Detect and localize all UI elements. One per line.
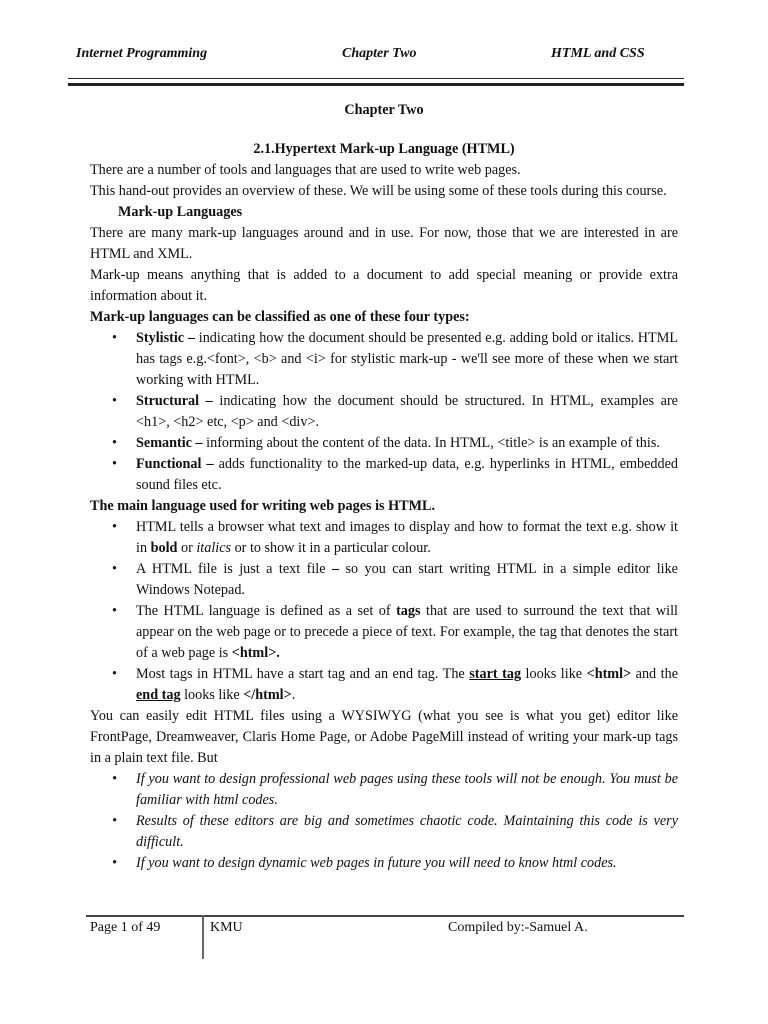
list-item bbox=[90, 517, 678, 559]
term-text: indicating how the document should be structured. In HTML, examples are <h1>, <h2> etc, <p> and <div>. bbox=[136, 393, 678, 430]
list-item bbox=[90, 391, 678, 433]
text: or to show it in a particular colour. bbox=[231, 540, 431, 556]
footer-divider bbox=[202, 915, 204, 959]
header-rule-thin bbox=[68, 78, 684, 79]
text: A HTML file is just a text file bbox=[136, 561, 332, 577]
list-item: • If you want to design dynamic web pages in future you will need to know html codes. bbox=[90, 853, 678, 874]
html-close-tag: </html> bbox=[243, 687, 292, 703]
paragraph-3: There are many mark-up languages around and in use. For now, those that we are interested in are HTML and XML. bbox=[90, 225, 678, 262]
text: looks like bbox=[521, 666, 587, 682]
subheading-markup: Mark-up Languages bbox=[118, 204, 243, 220]
bold-word: bold bbox=[150, 540, 178, 556]
paragraph-1: There are a number of tools and languages that are used to write web pages. bbox=[90, 162, 521, 178]
paragraph-2: This hand-out provides an overview of these. We will be using some of these tools during this course. bbox=[90, 183, 667, 199]
list-item bbox=[90, 433, 678, 454]
html-list bbox=[90, 517, 678, 706]
list-item bbox=[90, 328, 678, 391]
text: looks like bbox=[180, 687, 244, 703]
term-structural: Structural – bbox=[136, 393, 213, 409]
text: and the bbox=[631, 666, 678, 682]
text: so you can start writing HTML in a simple editor like Windows Notepad. bbox=[136, 561, 678, 598]
end-tag-term: end tag bbox=[136, 687, 181, 703]
text: Most tags in HTML have a start tag and an end tag. The bbox=[136, 666, 470, 682]
footer-org: KMU bbox=[210, 920, 243, 935]
bold-tags: tags bbox=[396, 603, 421, 619]
start-tag-term: start tag bbox=[469, 666, 522, 682]
bold-dash: – bbox=[331, 561, 340, 577]
list-item bbox=[90, 559, 678, 601]
text: or bbox=[177, 540, 197, 556]
term-functional: Functional – bbox=[136, 456, 214, 472]
list-item bbox=[90, 454, 678, 496]
types-list bbox=[90, 328, 678, 496]
footer-rule bbox=[86, 915, 684, 917]
document-body bbox=[90, 100, 678, 874]
header-rule-thick bbox=[68, 83, 684, 86]
types-heading: Mark-up languages can be classified as one of these four types: bbox=[90, 309, 470, 325]
term-semantic: Semantic – bbox=[136, 435, 203, 451]
term-text: informing about the content of the data. In HTML, <title> is an example of this. bbox=[202, 435, 660, 451]
paragraph-5: You can easily edit HTML files using a WYSIWYG (what you see is what you get) editor like FrontPage, Dreamweaver, Claris Home Page, or Adobe PageMill instead of writing your mark-up tags in a plain text file. But bbox=[90, 708, 678, 766]
footer-page-number: Page 1 of 49 bbox=[90, 920, 161, 935]
term-stylistic: Stylistic – bbox=[136, 330, 195, 346]
list-item bbox=[90, 601, 678, 664]
chapter-title: Chapter Two bbox=[344, 102, 424, 118]
footer-compiled-by: Compiled by:-Samuel A. bbox=[448, 920, 588, 935]
term-text: indicating how the document should be presented e.g. adding bold or italics. HTML has tags e.g.<font>, <b> and <i> for stylistic mark-up - we'll see more of these when we start working with HTML. bbox=[136, 330, 678, 388]
section-title: 2.1.Hypertext Mark-up Language (HTML) bbox=[253, 141, 515, 157]
list-item bbox=[90, 664, 678, 706]
list-item: • If you want to design professional web pages using these tools will not be enough. You must be familiar with html codes. bbox=[90, 769, 678, 811]
html-open-tag: <html> bbox=[586, 666, 632, 682]
bold-code: <html>. bbox=[231, 645, 280, 661]
paragraph-4: Mark-up means anything that is added to a document to add special meaning or provide extra information about it. bbox=[90, 267, 678, 304]
text: The HTML language is defined as a set of bbox=[136, 603, 397, 619]
list-item: • Results of these editors are big and sometimes chaotic code. Maintaining this code is very difficult. bbox=[90, 811, 678, 853]
header-left: Internet Programming bbox=[76, 46, 208, 61]
header-center: Chapter Two bbox=[342, 46, 417, 61]
text: HTML tells a browser what text and images to display and how to format the text e.g. show it in bbox=[136, 519, 678, 556]
editor-list bbox=[90, 769, 678, 874]
text: . bbox=[291, 687, 296, 703]
italic-word: italics bbox=[196, 540, 232, 556]
main-language-heading: The main language used for writing web pages is HTML. bbox=[90, 498, 435, 514]
text: that are used to surround the text that will appear on the web page or to precede a piece of text. For example, the tag that denotes the start of a web page is bbox=[136, 603, 678, 661]
header-right: HTML and CSS bbox=[551, 46, 645, 61]
term-text: adds functionality to the marked-up data, e.g. hyperlinks in HTML, embedded sound files etc. bbox=[136, 456, 678, 493]
